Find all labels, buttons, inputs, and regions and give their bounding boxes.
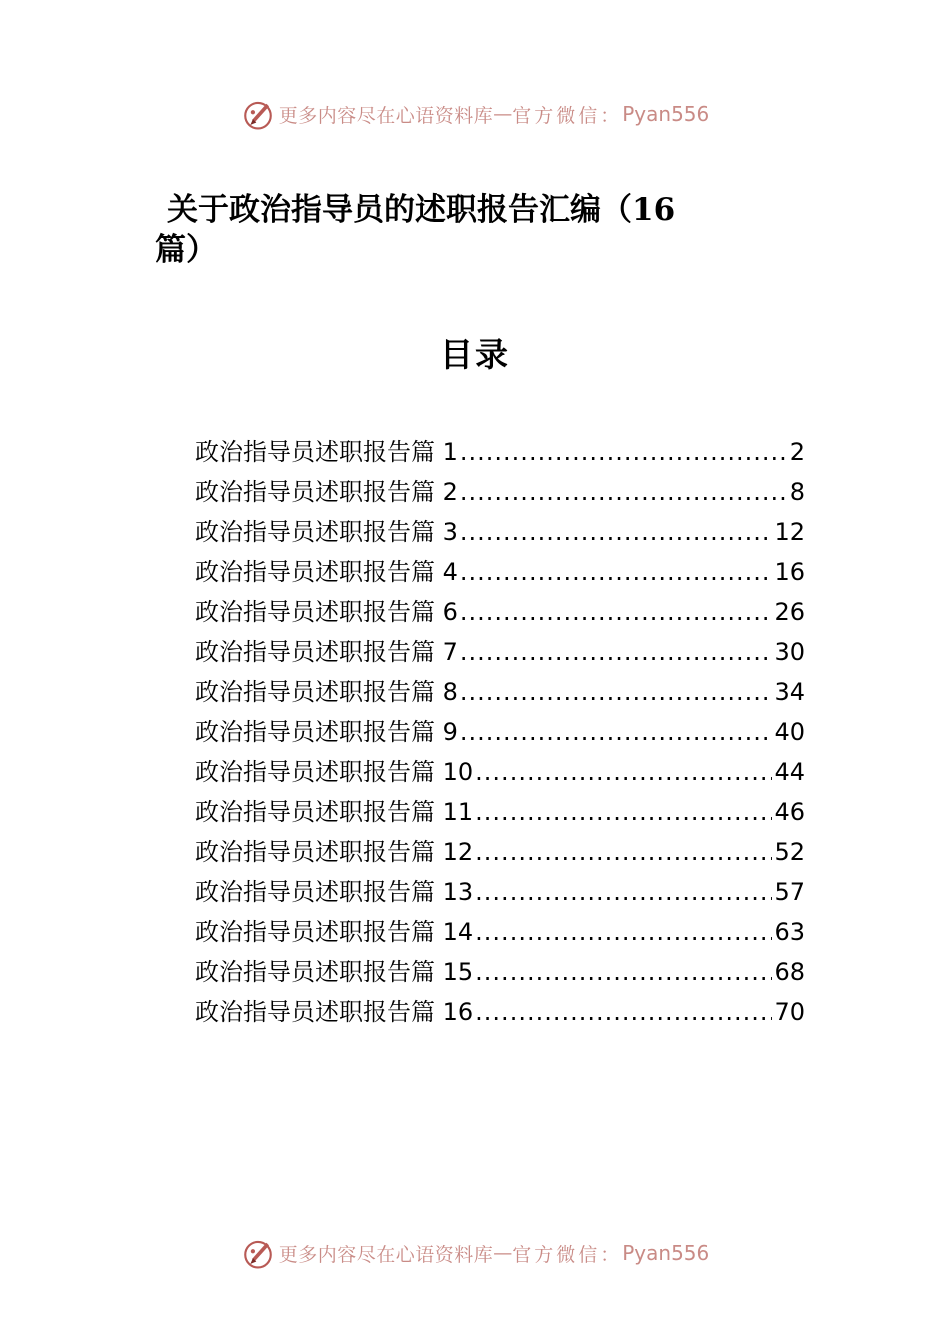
toc-leader-dots xyxy=(460,432,788,472)
toc-entry-label: 政治指导员述职报告篇 4 xyxy=(195,558,458,586)
toc-entry-label: 政治指导员述职报告篇 14 xyxy=(195,918,474,946)
toc-entry[interactable] xyxy=(195,552,805,592)
toc-entry-page: 30 xyxy=(774,638,805,666)
toc-entry-page: 40 xyxy=(774,718,805,746)
toc-entry[interactable] xyxy=(195,432,805,472)
quill-pen-logo-icon xyxy=(241,97,275,131)
toc-entry-page: 26 xyxy=(774,598,805,626)
toc-entry-page: 44 xyxy=(774,758,805,786)
document-title-line2: 篇） xyxy=(155,232,217,268)
toc-entry[interactable] xyxy=(195,712,805,752)
toc-heading: 目录 xyxy=(440,335,510,374)
banner-wechat-id: Pyan556 xyxy=(622,102,710,126)
toc-entry[interactable] xyxy=(195,672,805,712)
quill-pen-logo-icon xyxy=(241,1236,275,1270)
toc-entry-label: 政治指导员述职报告篇 6 xyxy=(195,598,458,626)
toc-entry-page: 8 xyxy=(789,478,805,506)
toc-entry[interactable] xyxy=(195,592,805,632)
toc-entry-page: 16 xyxy=(774,558,805,586)
banner-wechat-label: 官方微信： xyxy=(512,104,623,127)
toc-leader-dots xyxy=(460,592,773,632)
footer-banner xyxy=(0,1233,950,1273)
toc-leader-dots xyxy=(475,752,772,792)
toc-entry-label: 政治指导员述职报告篇 11 xyxy=(195,798,474,826)
banner-separator: — xyxy=(493,1242,513,1264)
toc-entry-page: 12 xyxy=(774,518,805,546)
banner-wechat-label: 官方微信： xyxy=(512,1243,623,1266)
toc-leader-dots xyxy=(475,792,772,832)
banner-separator: — xyxy=(493,103,513,125)
toc-entry-page: 63 xyxy=(774,918,805,946)
toc-entry-page: 34 xyxy=(774,678,805,706)
toc-entry[interactable] xyxy=(195,792,805,832)
toc-entry[interactable] xyxy=(195,992,805,1032)
toc-entry-label: 政治指导员述职报告篇 13 xyxy=(195,878,474,906)
table-of-contents xyxy=(195,432,805,1032)
toc-entry-label: 政治指导员述职报告篇 9 xyxy=(195,718,458,746)
toc-leader-dots xyxy=(475,912,772,952)
toc-leader-dots xyxy=(460,552,773,592)
banner-wechat-id: Pyan556 xyxy=(622,1241,710,1265)
toc-entry-page: 70 xyxy=(774,998,805,1026)
toc-entry-label: 政治指导员述职报告篇 2 xyxy=(195,478,458,506)
document-title xyxy=(155,190,755,270)
toc-leader-dots xyxy=(460,632,773,672)
toc-leader-dots xyxy=(460,672,773,712)
toc-entry[interactable] xyxy=(195,832,805,872)
banner-text: 更多内容尽在心语资料库 xyxy=(278,1243,494,1266)
toc-entry-label: 政治指导员述职报告篇 8 xyxy=(195,678,458,706)
toc-leader-dots xyxy=(460,512,773,552)
toc-entry-page: 52 xyxy=(774,838,805,866)
toc-leader-dots xyxy=(475,832,772,872)
document-title-line1: 关于政治指导员的述职报告汇编（16 xyxy=(167,192,676,228)
toc-leader-dots xyxy=(475,872,772,912)
toc-entry[interactable] xyxy=(195,512,805,552)
toc-entry-page: 2 xyxy=(789,438,805,466)
toc-leader-dots xyxy=(475,952,772,992)
toc-entry[interactable] xyxy=(195,912,805,952)
toc-entry[interactable] xyxy=(195,952,805,992)
toc-entry-label: 政治指导员述职报告篇 3 xyxy=(195,518,458,546)
toc-entry[interactable] xyxy=(195,632,805,672)
toc-entry-page: 68 xyxy=(774,958,805,986)
toc-entry-label: 政治指导员述职报告篇 15 xyxy=(195,958,474,986)
header-banner xyxy=(0,94,950,134)
toc-entry-label: 政治指导员述职报告篇 1 xyxy=(195,438,458,466)
toc-entry-label: 政治指导员述职报告篇 10 xyxy=(195,758,474,786)
toc-entry-page: 46 xyxy=(774,798,805,826)
toc-entry[interactable] xyxy=(195,752,805,792)
toc-leader-dots xyxy=(460,712,773,752)
toc-entry-label: 政治指导员述职报告篇 7 xyxy=(195,638,458,666)
toc-entry-label: 政治指导员述职报告篇 12 xyxy=(195,838,474,866)
toc-entry-label: 政治指导员述职报告篇 16 xyxy=(195,998,474,1026)
toc-entry[interactable] xyxy=(195,472,805,512)
toc-entry[interactable] xyxy=(195,872,805,912)
toc-entry-page: 57 xyxy=(774,878,805,906)
toc-leader-dots xyxy=(460,472,788,512)
banner-text: 更多内容尽在心语资料库 xyxy=(278,104,494,127)
toc-leader-dots xyxy=(475,992,772,1032)
